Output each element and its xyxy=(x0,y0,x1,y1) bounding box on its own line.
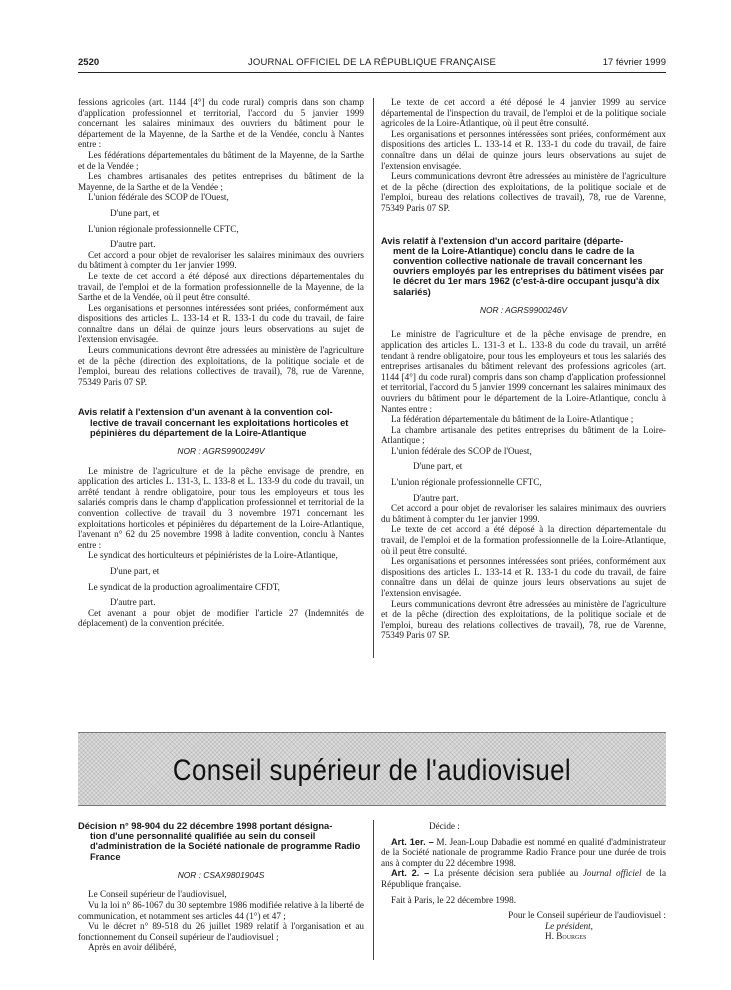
paragraph: Leurs communications devront être adressées au ministère de l'agriculture et de la pêche (direction des exploitations, de la politique sociale et de l'emploi, bureau des relations collectives de travail), 78, rue de Varenne, 75349 Paris 07 SP. xyxy=(381,598,666,641)
paragraph: Après en avoir délibéré, xyxy=(88,942,177,953)
left-column xyxy=(78,97,364,629)
column-divider xyxy=(373,820,374,960)
decision-title xyxy=(78,821,364,862)
paragraph: Cet accord a pour objet de revaloriser les salaires minimaux des ouvriers du bâtiment à compter du 1er janvier 1999. xyxy=(381,503,666,524)
decision-right-column xyxy=(381,821,666,942)
paragraph: D'une part, et xyxy=(110,565,160,576)
paragraph: Le syndicat des horticulteurs et pépiniéristes de la Loire-Atlantique, xyxy=(88,550,338,561)
paragraph: Les organisations et personnes intéressées sont priées, conformément aux dispositions des articles L. 133-14 et R. 133-1 du code du travail, de faire connaître dans un délai de quinze jours leurs observations au sujet de l'extension envisagée. xyxy=(381,128,666,171)
paragraph: Les organisations et personnes intéressées sont priées, conformément aux dispositions des articles L. 133-14 et R. 133-1 du code du travail, de faire connaître dans un délai de quinze jours leurs observations au sujet de l'extension envisagée. xyxy=(381,556,666,598)
signature-role: Le président, xyxy=(545,920,593,931)
column-divider xyxy=(373,98,374,658)
right-column xyxy=(381,97,666,641)
nor-reference: NOR : AGRS9900249V xyxy=(177,446,265,457)
paragraph: Vu le décret n° 89-518 du 26 juillet 1989 relatif à l'organisation et au fonctionnement du Conseil supérieur de l'audiovisuel ; xyxy=(78,921,364,942)
page-header xyxy=(78,57,666,71)
paragraph: Le texte de cet accord a été déposé aux directions départementales du travail, de l'emploi et de la formation professionnelle de la Mayenne, de la Sarthe et de la Vendée, où il peut être consulté. xyxy=(78,270,364,303)
avis-title-line2: lective de travail concernant les exploitations horticoles et pépinières du département de la Loire-Atlantique xyxy=(90,417,349,438)
fait-a-paris: Fait à Paris, le 22 décembre 1998. xyxy=(391,894,517,905)
article-2-label: Art. 2. – xyxy=(391,868,430,879)
page-number: 2520 xyxy=(78,57,100,68)
article-1 xyxy=(381,837,666,869)
decision-title-line2: tion d'une personnalité qualifiée au sein du conseil d'administration de la Société nationale de programme Radio France xyxy=(90,831,361,862)
journal-officiel-ref: Journal officiel xyxy=(582,868,642,879)
journal-title: JOURNAL OFFICIEL DE LA RÉPUBLIQUE FRANÇAISE xyxy=(247,57,497,68)
paragraph: L'union régionale professionnelle CFTC, xyxy=(391,477,542,488)
avis-title xyxy=(78,407,364,438)
paragraph: Le texte de cet accord a été déposé à la direction départementale du travail, de l'emploi et de la formation professionnelle de la Loire-Atlantique, où il peut être consulté. xyxy=(381,524,666,556)
avis-title-line1: Avis relatif à l'extension d'un avenant à la convention col- xyxy=(78,407,333,418)
paragraph: D'autre part. xyxy=(413,492,459,503)
paragraph: L'union régionale professionnelle CFTC, xyxy=(88,223,239,234)
nor-reference: NOR : CSAX9801904S xyxy=(177,869,265,880)
paragraph: La chambre artisanale des petites entreprises du bâtiment de la Loire-Atlantique ; xyxy=(381,424,666,446)
paragraph: Le Conseil supérieur de l'audiovisuel, xyxy=(88,889,227,900)
avis-title-line2: ment de la Loire-Atlantique) conclu dans le cadre de la convention collective nationale de travail concernant les ouvriers employés par les entreprises du bâtiment visées par le décret du 1er mars 1962 (c'est-à-dire occupant jusqu'à dix salariés) xyxy=(393,245,664,297)
signature-name: H. Bourges xyxy=(545,931,587,942)
paragraph: fessions agricoles (art. 1144 [4°] du code rural) compris dans son champ d'application professionnel et territorial, l'accord du 5 janvier 1999 concernant les salaires minimaux des ouvriers du bâtiment pour le département de la Mayenne, de la Sarthe et de la Vendée, conclu à Nantes entre : xyxy=(78,97,364,150)
decide-label: Décide : xyxy=(429,821,460,831)
paragraph: Vu la loi n° 86-1067 du 30 septembre 1986 modifiée relative à la liberté de communication, et notamment ses articles 44 (1°) et 47 ; xyxy=(78,900,364,921)
paragraph: D'une part, et xyxy=(413,461,463,472)
nor-reference: NOR : AGRS9900246V xyxy=(479,304,568,315)
decision-left-column xyxy=(78,821,364,953)
article-1-text: M. Jean-Loup Dabadie est nommé en qualité d'administrateur de la Société nationale de programme Radio France pour une durée de trois ans à compter du 22 décembre 1998. xyxy=(381,836,666,868)
paragraph: Les organisations et personnes intéressées sont priées, conformément aux dispositions des articles L. 133-14 et R. 133-1 du code du travail, de faire connaître dans un délai de quinze jours leurs observations au sujet de l'extension envisagée. xyxy=(78,302,364,345)
paragraph: D'autre part. xyxy=(110,597,156,608)
avis-title xyxy=(381,236,666,297)
paragraph: L'union fédérale des SCOP de l'Ouest, xyxy=(88,192,229,203)
paragraph: L'union fédérale des SCOP de l'Ouest, xyxy=(391,445,532,456)
paragraph: Le ministre de l'agriculture et de la pêche envisage de prendre, en application des articles L. 131-3, L. 133-8 et L. 133-9 du code du travail, un arrêté tendant à rendre obligatoire, pour tous les employeurs et tous les salariés compris dans le champ d'application professionnel et territorial de la convention collective de travail du 3 novembre 1971 concernant les exploitations horticoles et pépinières du département de la Loire-Atlantique, l'avenant n° 62 du 25 novembre 1998 à ladite convention, conclu à Nantes entre : xyxy=(78,465,364,550)
paragraph: Les chambres artisanales des petites entreprises du bâtiment de la Mayenne, de la Sarthe et de la Vendée ; xyxy=(78,171,364,192)
header-rule xyxy=(78,72,666,73)
paragraph: Leurs communications devront être adressées au ministère de l'agriculture et de la pêche (direction des exploitations, de la politique sociale et de l'emploi, bureau des relations collectives de travail), 78, rue de Varenne, 75349 Paris 07 SP. xyxy=(78,345,364,387)
avis-title-line1: Avis relatif à l'extension d'un accord paritaire (départe- xyxy=(381,235,624,246)
paragraph: Cet avenant a pour objet de modifier l'article 27 (Indemnités de déplacement) de la convention précitée. xyxy=(78,607,364,629)
issue-date: 17 février 1999 xyxy=(602,57,666,68)
section-banner xyxy=(78,732,666,806)
paragraph: D'autre part. xyxy=(110,239,156,250)
article-2: Art. 2. – La présente décision sera publiée au Journal officiel de la République française. xyxy=(381,868,667,889)
article-1-label: Art. 1er. – xyxy=(391,836,434,847)
paragraph: Cet accord a pour objet de revaloriser les salaires minimaux des ouvriers du bâtiment à compter du 1er janvier 1999. xyxy=(78,249,364,271)
paragraph: Le texte de cet accord a été déposé le 4 janvier 1999 au service départemental de l'inspection du travail, de l'emploi et de la politique sociale agricoles de la Loire-Atlantique, où il peut être consulté. xyxy=(381,97,666,129)
signature-intro: Pour le Conseil supérieur de l'audiovisuel : xyxy=(508,910,666,921)
paragraph: Le ministre de l'agriculture et de la pêche envisage de prendre, en application des articles L. 131-3 et L. 133-8 du code du travail, un arrêté tendant à rendre obligatoire, pour tous les employeurs et tous les salariés des entreprises artisanales du bâtiment relevant des professions agricoles (art. 1144 [4°] du code rural) compris dans son champ d'application professionnel et territorial, l'accord du 5 janvier 1999 concernant les salaires minimaux des ouvriers du bâtiment pour le département de la Loire-Atlantique, conclu à Nantes entre : xyxy=(381,329,666,414)
paragraph: D'une part, et xyxy=(110,207,160,218)
paragraph: Le syndicat de la production agroalimentaire CFDT, xyxy=(88,581,280,592)
paragraph: Les fédérations départementales du bâtiment de la Mayenne, de la Sarthe et de la Vendée ; xyxy=(78,149,364,171)
paragraph: La fédération départementale du bâtiment de la Loire-Atlantique ; xyxy=(391,414,634,425)
decision-title-line1: Décision n° 98-904 du 22 décembre 1998 portant désigna- xyxy=(78,821,333,831)
paragraph: Leurs communications devront être adressées au ministère de l'agriculture et de la pêche (direction des exploitations, de la politique sociale et de l'emploi, bureau des relations collectives de travail), 78, rue de Varenne, 75349 Paris 07 SP. xyxy=(381,171,666,213)
section-banner-title: Conseil supérieur de l'audiovisuel xyxy=(172,754,572,787)
